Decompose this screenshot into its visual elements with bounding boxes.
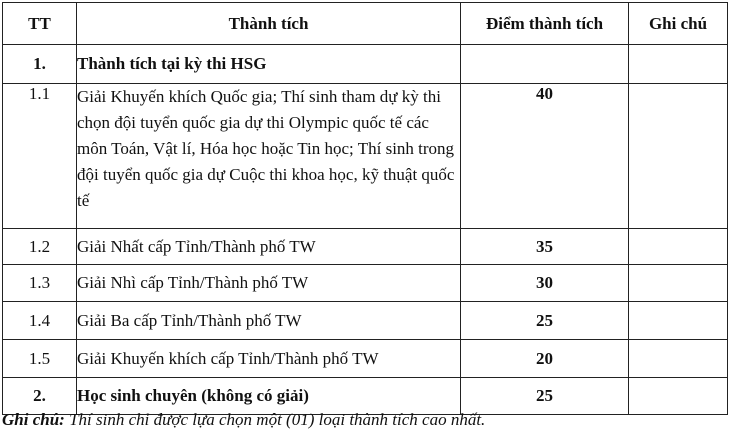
row-tt: 1.2 <box>3 229 77 265</box>
table-row-1-4 <box>3 302 728 340</box>
row-score <box>461 45 629 84</box>
table-row-1-2 <box>3 229 728 265</box>
achievement-score-table <box>2 2 728 415</box>
header-score: Điểm thành tích <box>461 3 629 45</box>
row-note <box>629 45 728 84</box>
row-achievement: Giải Khuyến khích cấp Tỉnh/Thành phố TW <box>77 340 461 378</box>
row-achievement: Học sinh chuyên (không có giải) <box>77 378 461 415</box>
table-row-1-5 <box>3 340 728 378</box>
footnote-label: Ghi chú: <box>2 410 65 429</box>
row-achievement: Giải Nhì cấp Tỉnh/Thành phố TW <box>77 265 461 302</box>
row-note <box>629 84 728 229</box>
row-score: 35 <box>461 229 629 265</box>
row-tt: 1.4 <box>3 302 77 340</box>
header-note: Ghi chú <box>629 3 728 45</box>
row-score: 30 <box>461 265 629 302</box>
row-tt: 1. <box>3 45 77 84</box>
table-row-1-1 <box>3 84 728 229</box>
row-tt: 1.3 <box>3 265 77 302</box>
table-row-section-2 <box>3 378 728 415</box>
row-score: 25 <box>461 378 629 415</box>
row-tt: 1.1 <box>3 84 77 229</box>
row-tt: 1.5 <box>3 340 77 378</box>
row-achievement: Giải Nhất cấp Tỉnh/Thành phố TW <box>77 229 461 265</box>
row-note <box>629 340 728 378</box>
table-header-row <box>3 3 728 45</box>
row-score: 25 <box>461 302 629 340</box>
table-row-1-3 <box>3 265 728 302</box>
row-note <box>629 378 728 415</box>
header-achievement: Thành tích <box>77 3 461 45</box>
row-note <box>629 229 728 265</box>
row-achievement: Giải Ba cấp Tỉnh/Thành phố TW <box>77 302 461 340</box>
footnote <box>2 410 485 430</box>
footnote-text: Thí sinh chỉ được lựa chọn một (01) loại thành tích cao nhất. <box>64 410 486 429</box>
table-row-section-1 <box>3 45 728 84</box>
row-score: 40 <box>461 84 629 229</box>
row-score: 20 <box>461 340 629 378</box>
row-tt: 2. <box>3 378 77 415</box>
row-note <box>629 265 728 302</box>
header-tt: TT <box>3 3 77 45</box>
row-achievement: Thành tích tại kỳ thi HSG <box>77 45 461 84</box>
row-achievement: Giải Khuyến khích Quốc gia; Thí sinh tham dự kỳ thi chọn đội tuyển quốc gia dự thi Olympic quốc tế các môn Toán, Vật lí, Hóa học hoặc Tin học; Thí sinh trong đội tuyển quốc gia dự Cuộc thi khoa học, kỹ thuật quốc tế <box>77 84 461 229</box>
row-note <box>629 302 728 340</box>
